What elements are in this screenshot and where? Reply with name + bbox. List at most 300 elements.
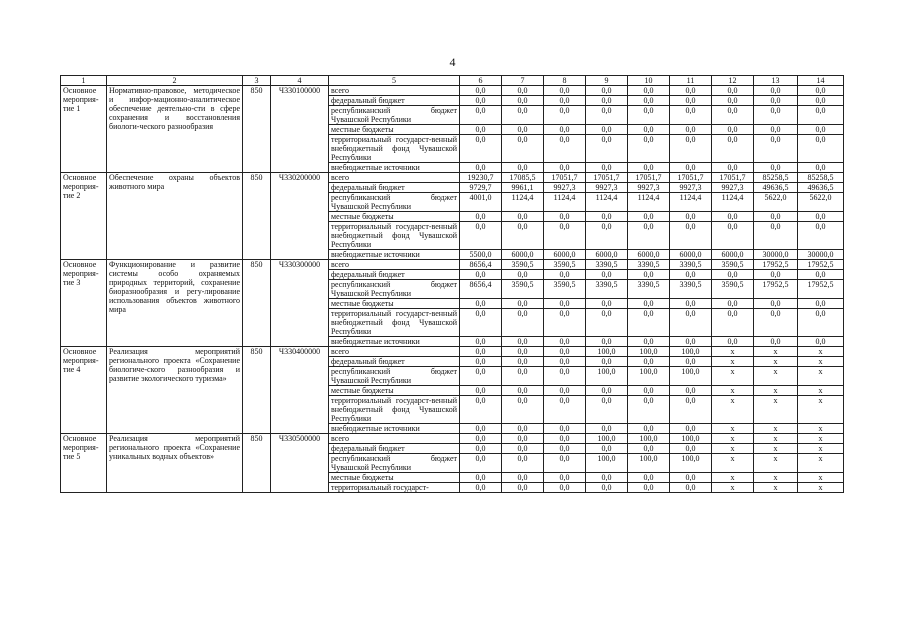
value-cell: 3390,5 <box>670 280 712 299</box>
value-cell: 0,0 <box>502 347 544 357</box>
value-cell: 0,0 <box>544 86 586 96</box>
value-cell: 9961,1 <box>502 183 544 193</box>
value-cell: х <box>754 444 798 454</box>
value-cell: 3390,5 <box>628 260 670 270</box>
value-cell: х <box>798 386 844 396</box>
value-cell: х <box>712 424 754 434</box>
value-cell: 100,0 <box>628 347 670 357</box>
funding-source-cell: федеральный бюджет <box>329 96 460 106</box>
value-cell: 1124,4 <box>586 193 628 212</box>
value-cell: 0,0 <box>670 125 712 135</box>
value-cell: 1124,4 <box>670 193 712 212</box>
value-cell: 0,0 <box>670 473 712 483</box>
funding-source-cell: республиканский бюджет Чувашской Республики <box>329 280 460 299</box>
value-cell: 0,0 <box>586 473 628 483</box>
table-row <box>61 347 844 357</box>
value-cell: 3590,5 <box>712 260 754 270</box>
value-cell: 0,0 <box>628 309 670 337</box>
value-cell: 0,0 <box>544 212 586 222</box>
value-cell: х <box>712 454 754 473</box>
value-cell: 0,0 <box>712 135 754 163</box>
value-cell: 1124,4 <box>712 193 754 212</box>
value-cell: 0,0 <box>544 135 586 163</box>
value-cell: 0,0 <box>502 222 544 250</box>
value-cell: 0,0 <box>628 424 670 434</box>
grbs-cell: 850 <box>243 347 271 434</box>
grbs-cell: 850 <box>243 173 271 260</box>
funding-source-cell: республиканский бюджет Чувашской Республики <box>329 367 460 386</box>
value-cell: 0,0 <box>544 357 586 367</box>
value-cell: х <box>754 434 798 444</box>
value-cell: 0,0 <box>460 125 502 135</box>
value-cell: 0,0 <box>502 444 544 454</box>
value-cell: 0,0 <box>798 106 844 125</box>
value-cell: 100,0 <box>670 347 712 357</box>
value-cell: х <box>712 347 754 357</box>
value-cell: 19230,7 <box>460 173 502 183</box>
value-cell: 0,0 <box>544 337 586 347</box>
value-cell: 17952,5 <box>798 260 844 270</box>
value-cell: 17051,7 <box>712 173 754 183</box>
value-cell: 9729,7 <box>460 183 502 193</box>
value-cell: 0,0 <box>502 454 544 473</box>
value-cell: х <box>798 347 844 357</box>
value-cell: х <box>712 434 754 444</box>
page-number: 4 <box>449 55 456 69</box>
value-cell: 0,0 <box>544 96 586 106</box>
value-cell: 0,0 <box>586 96 628 106</box>
value-cell: 0,0 <box>502 396 544 424</box>
funding-source-cell: всего <box>329 86 460 96</box>
column-number-cell: 11 <box>670 76 712 86</box>
funding-source-cell: внебюджетные источники <box>329 163 460 173</box>
value-cell: 0,0 <box>544 367 586 386</box>
value-cell: х <box>798 367 844 386</box>
value-cell: 17051,7 <box>586 173 628 183</box>
value-cell: 30000,0 <box>798 250 844 260</box>
column-number-cell: 9 <box>586 76 628 86</box>
value-cell: 0,0 <box>628 473 670 483</box>
value-cell: х <box>798 483 844 493</box>
value-cell: 0,0 <box>798 337 844 347</box>
value-cell: 0,0 <box>502 86 544 96</box>
value-cell: 0,0 <box>460 222 502 250</box>
value-cell: 0,0 <box>670 135 712 163</box>
value-cell: 1124,4 <box>628 193 670 212</box>
grbs-cell: 850 <box>243 260 271 347</box>
value-cell: 0,0 <box>670 309 712 337</box>
value-cell: 0,0 <box>460 299 502 309</box>
value-cell: 0,0 <box>754 337 798 347</box>
value-cell: 0,0 <box>586 337 628 347</box>
value-cell: 0,0 <box>628 299 670 309</box>
value-cell: 0,0 <box>628 270 670 280</box>
value-cell: 0,0 <box>460 473 502 483</box>
value-cell: 0,0 <box>544 396 586 424</box>
value-cell: х <box>712 473 754 483</box>
value-cell: 0,0 <box>798 212 844 222</box>
value-cell: 0,0 <box>754 212 798 222</box>
funding-source-cell: всего <box>329 173 460 183</box>
value-cell: 0,0 <box>628 222 670 250</box>
value-cell: 0,0 <box>460 96 502 106</box>
value-cell: 6000,0 <box>670 250 712 260</box>
value-cell: 0,0 <box>628 212 670 222</box>
value-cell: 100,0 <box>628 434 670 444</box>
value-cell: 3390,5 <box>628 280 670 299</box>
value-cell: 6000,0 <box>502 250 544 260</box>
column-number-cell: 12 <box>712 76 754 86</box>
value-cell: 6000,0 <box>712 250 754 260</box>
value-cell: 0,0 <box>628 125 670 135</box>
value-cell: 17952,5 <box>798 280 844 299</box>
funding-source-cell: всего <box>329 260 460 270</box>
value-cell: 100,0 <box>670 367 712 386</box>
table-row <box>61 434 844 444</box>
value-cell: 0,0 <box>798 135 844 163</box>
value-cell: 0,0 <box>586 125 628 135</box>
column-number-cell: 7 <box>502 76 544 86</box>
value-cell: 0,0 <box>460 163 502 173</box>
value-cell: 3390,5 <box>586 260 628 270</box>
value-cell: 0,0 <box>670 444 712 454</box>
value-cell: 0,0 <box>586 163 628 173</box>
column-number-cell: 3 <box>243 76 271 86</box>
value-cell: 0,0 <box>544 424 586 434</box>
value-cell: 0,0 <box>798 270 844 280</box>
funding-source-cell: федеральный бюджет <box>329 357 460 367</box>
value-cell: 1124,4 <box>544 193 586 212</box>
value-cell: 17051,7 <box>544 173 586 183</box>
value-cell: х <box>754 473 798 483</box>
value-cell: 0,0 <box>460 454 502 473</box>
value-cell: х <box>798 396 844 424</box>
value-cell: х <box>712 367 754 386</box>
funding-source-cell: местные бюджеты <box>329 125 460 135</box>
value-cell: 0,0 <box>502 212 544 222</box>
value-cell: 0,0 <box>628 86 670 96</box>
value-cell: 85258,5 <box>754 173 798 183</box>
value-cell: 0,0 <box>586 212 628 222</box>
value-cell: 0,0 <box>502 163 544 173</box>
funding-source-cell: республиканский бюджет Чувашской Республики <box>329 106 460 125</box>
funding-source-cell: республиканский бюджет Чувашской Республики <box>329 193 460 212</box>
event-cell: Основное мероприя-тие 4 <box>61 347 107 434</box>
value-cell: 0,0 <box>586 444 628 454</box>
value-cell: х <box>754 357 798 367</box>
value-cell: 0,0 <box>754 270 798 280</box>
table-row <box>61 260 844 270</box>
value-cell: 0,0 <box>628 96 670 106</box>
value-cell: 0,0 <box>712 163 754 173</box>
funding-source-cell: местные бюджеты <box>329 212 460 222</box>
value-cell: 0,0 <box>502 357 544 367</box>
table-row <box>61 86 844 96</box>
funding-source-cell: территориальный государст-венный внебюджетный фонд Чувашской Республики <box>329 222 460 250</box>
code-cell: Ч330200000 <box>271 173 329 260</box>
value-cell: х <box>712 386 754 396</box>
value-cell: 0,0 <box>712 270 754 280</box>
event-name-cell: Реализация мероприятий регионального проекта «Сохранение биологиче-ского разнообразия и развитие экологического туризма» <box>107 347 243 434</box>
value-cell: 100,0 <box>628 367 670 386</box>
value-cell: 0,0 <box>712 309 754 337</box>
value-cell: 0,0 <box>670 337 712 347</box>
value-cell: 17051,7 <box>670 173 712 183</box>
value-cell: 0,0 <box>502 434 544 444</box>
value-cell: 0,0 <box>670 424 712 434</box>
value-cell: 4001,0 <box>460 193 502 212</box>
column-number-cell: 8 <box>544 76 586 86</box>
column-number-cell: 10 <box>628 76 670 86</box>
value-cell: 0,0 <box>628 396 670 424</box>
column-number-cell: 13 <box>754 76 798 86</box>
value-cell: 0,0 <box>544 106 586 125</box>
value-cell: 0,0 <box>502 309 544 337</box>
event-name-cell: Функционирование и развитие системы особо охраняемых природных территорий, сохранение биоразнообразия и регу-лирование использования объектов животного мира <box>107 260 243 347</box>
value-cell: 100,0 <box>670 434 712 444</box>
value-cell: 5622,0 <box>798 193 844 212</box>
value-cell: х <box>712 357 754 367</box>
value-cell: 0,0 <box>628 337 670 347</box>
value-cell: 0,0 <box>798 309 844 337</box>
value-cell: х <box>754 454 798 473</box>
value-cell: 0,0 <box>712 106 754 125</box>
value-cell: 0,0 <box>460 86 502 96</box>
value-cell: 3390,5 <box>586 280 628 299</box>
value-cell: 0,0 <box>754 163 798 173</box>
event-cell: Основное мероприя-тие 3 <box>61 260 107 347</box>
value-cell: 100,0 <box>586 454 628 473</box>
value-cell: 0,0 <box>712 86 754 96</box>
value-cell: 0,0 <box>460 106 502 125</box>
value-cell: 6000,0 <box>586 250 628 260</box>
value-cell: 0,0 <box>502 299 544 309</box>
value-cell: 0,0 <box>670 396 712 424</box>
value-cell: 0,0 <box>712 337 754 347</box>
value-cell: х <box>754 424 798 434</box>
funding-source-cell: внебюджетные источники <box>329 337 460 347</box>
value-cell: 0,0 <box>460 483 502 493</box>
value-cell: 100,0 <box>628 454 670 473</box>
value-cell: 0,0 <box>460 309 502 337</box>
value-cell: 0,0 <box>544 386 586 396</box>
value-cell: х <box>798 444 844 454</box>
code-cell: Ч330400000 <box>271 347 329 434</box>
grbs-cell: 850 <box>243 434 271 493</box>
code-cell: Ч330300000 <box>271 260 329 347</box>
value-cell: 0,0 <box>544 444 586 454</box>
value-cell: 0,0 <box>544 163 586 173</box>
value-cell: 9927,3 <box>712 183 754 193</box>
value-cell: х <box>754 396 798 424</box>
value-cell: 100,0 <box>670 454 712 473</box>
value-cell: 0,0 <box>502 135 544 163</box>
funding-source-cell: местные бюджеты <box>329 473 460 483</box>
value-cell: 0,0 <box>544 473 586 483</box>
value-cell: 0,0 <box>460 135 502 163</box>
value-cell: 0,0 <box>460 386 502 396</box>
value-cell: 0,0 <box>712 299 754 309</box>
event-name-cell: Обеспечение охраны объектов животного мира <box>107 173 243 260</box>
value-cell: 0,0 <box>754 222 798 250</box>
value-cell: 49636,5 <box>798 183 844 193</box>
column-number-cell: 6 <box>460 76 502 86</box>
value-cell: 0,0 <box>544 125 586 135</box>
value-cell: 8656,4 <box>460 260 502 270</box>
column-number-cell: 1 <box>61 76 107 86</box>
value-cell: 0,0 <box>502 270 544 280</box>
value-cell: 0,0 <box>670 222 712 250</box>
value-cell: 0,0 <box>586 386 628 396</box>
value-cell: 0,0 <box>544 483 586 493</box>
value-cell: 0,0 <box>798 86 844 96</box>
value-cell: х <box>754 386 798 396</box>
value-cell: 0,0 <box>502 125 544 135</box>
value-cell: 0,0 <box>670 483 712 493</box>
value-cell: 0,0 <box>460 424 502 434</box>
value-cell: 30000,0 <box>754 250 798 260</box>
value-cell: 0,0 <box>754 135 798 163</box>
value-cell: 6000,0 <box>544 250 586 260</box>
value-cell: х <box>754 483 798 493</box>
column-number-cell: 5 <box>329 76 460 86</box>
value-cell: 0,0 <box>712 212 754 222</box>
value-cell: 3590,5 <box>544 280 586 299</box>
event-name-cell: Реализация мероприятий регионального проекта «Сохранение уникальных водных объектов» <box>107 434 243 493</box>
value-cell: 0,0 <box>586 309 628 337</box>
value-cell: 0,0 <box>798 222 844 250</box>
value-cell: 17952,5 <box>754 260 798 270</box>
value-cell: 17051,7 <box>628 173 670 183</box>
value-cell: 0,0 <box>798 299 844 309</box>
code-cell: Ч330500000 <box>271 434 329 493</box>
value-cell: 0,0 <box>544 454 586 473</box>
column-number-cell: 14 <box>798 76 844 86</box>
funding-source-cell: местные бюджеты <box>329 386 460 396</box>
budget-table <box>60 75 844 493</box>
value-cell: х <box>754 347 798 357</box>
value-cell: 9927,3 <box>544 183 586 193</box>
value-cell: 0,0 <box>712 125 754 135</box>
value-cell: 1124,4 <box>502 193 544 212</box>
value-cell: 100,0 <box>586 367 628 386</box>
value-cell: 9927,3 <box>670 183 712 193</box>
value-cell: 0,0 <box>544 347 586 357</box>
value-cell: 0,0 <box>670 270 712 280</box>
value-cell: 0,0 <box>460 396 502 424</box>
funding-source-cell: федеральный бюджет <box>329 270 460 280</box>
funding-source-cell: федеральный бюджет <box>329 444 460 454</box>
value-cell: 0,0 <box>502 367 544 386</box>
value-cell: 0,0 <box>798 96 844 106</box>
value-cell: 0,0 <box>586 299 628 309</box>
value-cell: 0,0 <box>460 270 502 280</box>
value-cell: 3590,5 <box>544 260 586 270</box>
value-cell: 17952,5 <box>754 280 798 299</box>
table-body <box>61 76 844 493</box>
value-cell: 0,0 <box>628 135 670 163</box>
value-cell: 0,0 <box>586 357 628 367</box>
value-cell: 0,0 <box>460 444 502 454</box>
value-cell: 0,0 <box>502 337 544 347</box>
value-cell: 0,0 <box>460 367 502 386</box>
value-cell: 0,0 <box>712 96 754 106</box>
value-cell: 0,0 <box>544 434 586 444</box>
value-cell: 0,0 <box>754 309 798 337</box>
value-cell: 0,0 <box>544 309 586 337</box>
event-cell: Основное мероприя-тие 1 <box>61 86 107 173</box>
value-cell: х <box>798 424 844 434</box>
value-cell: х <box>754 367 798 386</box>
funding-source-cell: всего <box>329 434 460 444</box>
value-cell: 0,0 <box>670 106 712 125</box>
event-cell: Основное мероприя-тие 5 <box>61 434 107 493</box>
funding-source-cell: республиканский бюджет Чувашской Республики <box>329 454 460 473</box>
value-cell: 0,0 <box>544 270 586 280</box>
column-number-row <box>61 76 844 86</box>
value-cell: 0,0 <box>502 424 544 434</box>
value-cell: 0,0 <box>628 357 670 367</box>
value-cell: 0,0 <box>502 386 544 396</box>
event-name-cell: Нормативно-правовое, методическое и инфор-мационно-аналитическое обеспечение деятельно-сти в сфере сохранения и восстановления биологи-ческого разнообразия <box>107 86 243 173</box>
value-cell: 3590,5 <box>502 260 544 270</box>
value-cell: 0,0 <box>628 444 670 454</box>
funding-source-cell: территориальный государст-венный внебюджетный фонд Чувашской Республики <box>329 309 460 337</box>
value-cell: 0,0 <box>502 96 544 106</box>
value-cell: 5500,0 <box>460 250 502 260</box>
grbs-cell: 850 <box>243 86 271 173</box>
value-cell: 0,0 <box>628 386 670 396</box>
value-cell: 0,0 <box>628 163 670 173</box>
value-cell: 0,0 <box>586 86 628 96</box>
value-cell: 8656,4 <box>460 280 502 299</box>
value-cell: 5622,0 <box>754 193 798 212</box>
value-cell: 0,0 <box>754 86 798 96</box>
funding-source-cell: территориальный государст-венный внебюджетный фонд Чувашской Республики <box>329 396 460 424</box>
value-cell: 0,0 <box>628 106 670 125</box>
column-number-cell: 4 <box>271 76 329 86</box>
value-cell: 0,0 <box>460 347 502 357</box>
funding-source-cell: внебюджетные источники <box>329 424 460 434</box>
value-cell: 0,0 <box>670 299 712 309</box>
value-cell: 0,0 <box>754 299 798 309</box>
value-cell: 100,0 <box>586 434 628 444</box>
value-cell: х <box>798 357 844 367</box>
value-cell: 3590,5 <box>712 280 754 299</box>
funding-source-cell: территориальный государст- <box>329 483 460 493</box>
value-cell: 0,0 <box>460 434 502 444</box>
value-cell: 0,0 <box>670 357 712 367</box>
value-cell: 3390,5 <box>670 260 712 270</box>
value-cell: 0,0 <box>754 106 798 125</box>
value-cell: 17085,5 <box>502 173 544 183</box>
table-row <box>61 173 844 183</box>
value-cell: х <box>712 483 754 493</box>
value-cell: 0,0 <box>754 96 798 106</box>
value-cell: 100,0 <box>586 347 628 357</box>
value-cell: 0,0 <box>670 86 712 96</box>
value-cell: 0,0 <box>670 96 712 106</box>
value-cell: 0,0 <box>712 222 754 250</box>
funding-source-cell: территориальный государст-венный внебюджетный фонд Чувашской Республики <box>329 135 460 163</box>
value-cell: 0,0 <box>460 337 502 347</box>
value-cell: 0,0 <box>586 106 628 125</box>
funding-source-cell: местные бюджеты <box>329 299 460 309</box>
value-cell: 6000,0 <box>628 250 670 260</box>
funding-source-cell: федеральный бюджет <box>329 183 460 193</box>
value-cell: 0,0 <box>460 357 502 367</box>
value-cell: х <box>712 444 754 454</box>
